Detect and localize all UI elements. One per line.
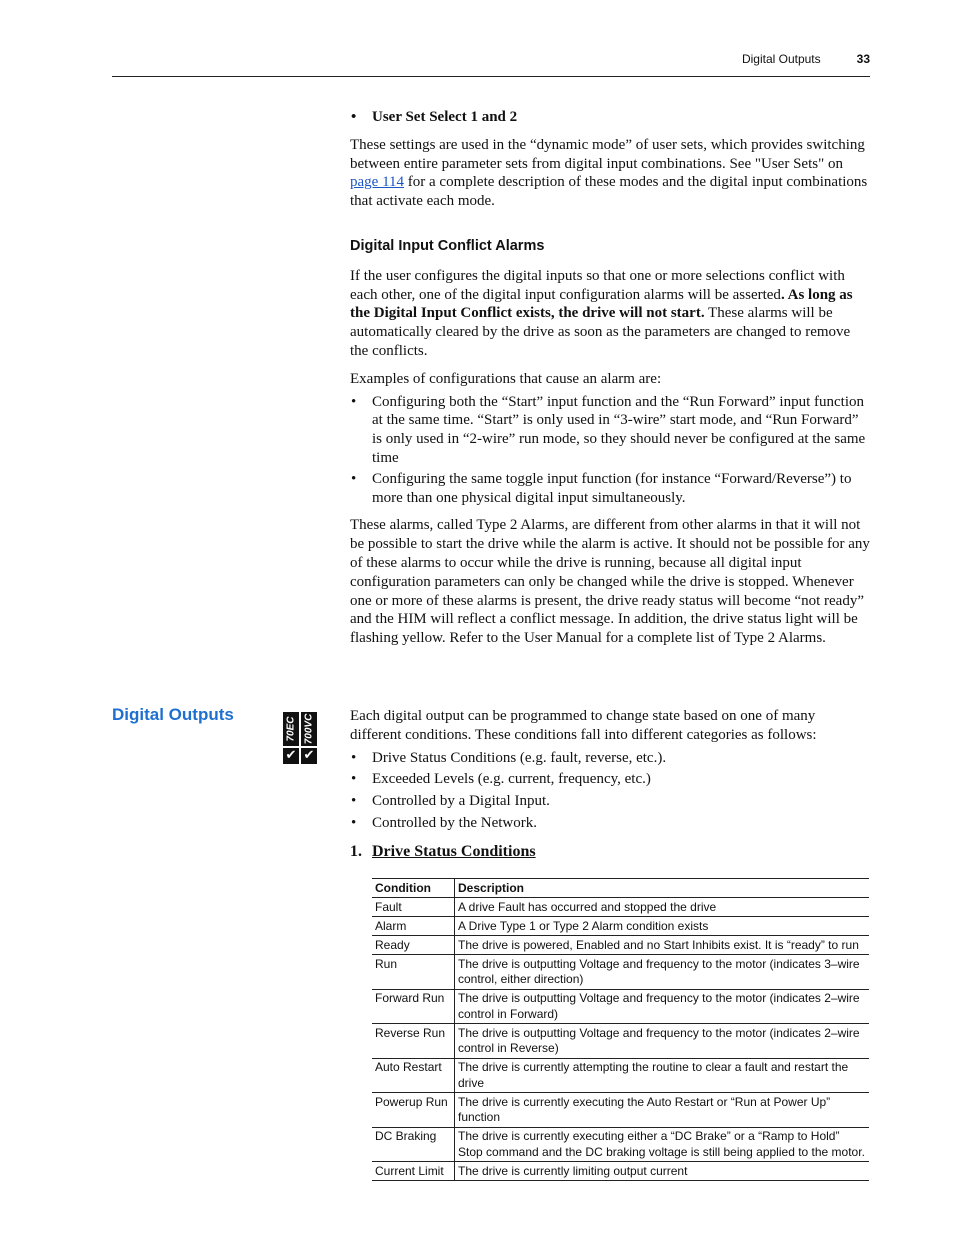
description-cell: The drive is outputting Voltage and frequency to the motor (indicates 3–wire control, either direction) bbox=[455, 955, 870, 990]
category-item: • Controlled by a Digital Input. bbox=[350, 792, 870, 811]
digital-outputs-heading: Digital Outputs bbox=[112, 705, 234, 724]
condition-cell: Powerup Run bbox=[372, 1093, 455, 1128]
badge-70ec-label: 70EC bbox=[285, 716, 297, 742]
condition-cell: Reverse Run bbox=[372, 1024, 455, 1059]
conflict-alarms-section bbox=[350, 237, 870, 648]
user-set-text-1: These settings are used in the “dynamic mode” of user sets, which provides switching between entire parameter sets from digital input combinations. See "User Sets" on bbox=[350, 136, 865, 172]
badge-70ec bbox=[283, 712, 299, 764]
table-row bbox=[372, 1162, 869, 1181]
conflict-text-bold: . As long as the Digital Input Conflict exists, the drive will not start. bbox=[350, 286, 853, 322]
description-cell: The drive is outputting Voltage and frequency to the motor (indicates 2–wire control in Reverse) bbox=[455, 1024, 870, 1059]
drive-status-section-title bbox=[350, 843, 870, 862]
running-header bbox=[742, 52, 870, 66]
description-cell: A Drive Type 1 or Type 2 Alarm condition exists bbox=[455, 917, 870, 936]
conflict-paragraph-2: These alarms, called Type 2 Alarms, are different from other alarms in that it will not be possible to start the drive while the alarm is active. It should not be possible for any of these alarms to occur while the drive is running, because all digital input configuration parameters can only be changed while the drive is stopped. Whenever one or more of these alarms is present, the drive ready status will become “not ready” and the HIM will reflect a conflict message. In addition, the drive status light will be flashing yellow. Refer to the User Manual for a complete list of Type 2 Alarms. bbox=[350, 517, 870, 647]
table-row bbox=[372, 898, 869, 917]
table-row bbox=[372, 955, 869, 990]
page-number: 33 bbox=[856, 52, 870, 66]
condition-cell: Auto Restart bbox=[372, 1058, 455, 1093]
description-cell: The drive is currently executing the Auto Restart or “Run at Power Up” function bbox=[455, 1093, 870, 1128]
example-item: • Configuring the same toggle input function (for instance “Forward/Reverse”) to more than one physical digital input simultaneously. bbox=[350, 470, 870, 508]
conflict-paragraph-1 bbox=[350, 267, 870, 361]
table-row bbox=[372, 989, 869, 1024]
condition-cell: Ready bbox=[372, 936, 455, 955]
description-cell: The drive is outputting Voltage and frequency to the motor (indicates 2–wire control in Forward) bbox=[455, 989, 870, 1024]
conflict-text-1b: These alarms will be automatically cleared by the drive as soon as the parameters are changed to remove the conflicts. bbox=[350, 305, 851, 359]
table-row bbox=[372, 1024, 869, 1059]
condition-cell: DC Braking bbox=[372, 1127, 455, 1162]
description-cell: The drive is currently executing either a “DC Brake” or a “Ramp to Hold” Stop command and the DC braking voltage is still being applied to the motor. bbox=[455, 1127, 870, 1162]
conflict-alarms-heading: Digital Input Conflict Alarms bbox=[350, 238, 545, 254]
product-badges bbox=[283, 712, 317, 764]
user-set-paragraph bbox=[350, 136, 870, 211]
checkmark-icon: ✔ bbox=[301, 748, 317, 764]
section-title-text: Drive Status Conditions bbox=[372, 842, 536, 860]
badge-700vc bbox=[301, 712, 317, 764]
badge-700vc-label: 700VC bbox=[303, 713, 315, 745]
user-set-text-2: for a complete description of these modes and the digital input combinations that activate each mode. bbox=[350, 174, 868, 210]
condition-cell: Fault bbox=[372, 898, 455, 917]
running-header-title: Digital Outputs bbox=[741, 52, 821, 66]
table-row bbox=[372, 917, 869, 936]
description-cell: The drive is currently attempting the routine to clear a fault and restart the drive bbox=[455, 1058, 870, 1093]
description-cell: The drive is powered, Enabled and no Start Inhibits exist. It is “ready” to run bbox=[455, 936, 870, 955]
digital-outputs-intro: Each digital output can be programmed to change state based on one of many different conditions. These conditions fall into different categories as follows: bbox=[350, 708, 817, 743]
section-number: 1. bbox=[350, 842, 362, 860]
condition-cell: Run bbox=[372, 955, 455, 990]
table-row bbox=[372, 936, 869, 955]
condition-cell: Current Limit bbox=[372, 1162, 455, 1181]
column-header-condition: Condition bbox=[372, 879, 455, 898]
column-header-description: Description bbox=[455, 879, 870, 898]
table-row bbox=[372, 1127, 869, 1162]
category-item: • Exceeded Levels (e.g. current, frequency, etc.) bbox=[350, 770, 870, 789]
condition-cell: Alarm bbox=[372, 917, 455, 936]
checkmark-icon: ✔ bbox=[283, 748, 299, 764]
examples-intro: Examples of configurations that cause an alarm are: bbox=[350, 370, 662, 387]
table-header-row bbox=[372, 879, 869, 898]
description-cell: The drive is currently limiting output current bbox=[455, 1162, 870, 1181]
user-set-block bbox=[350, 108, 870, 211]
example-item: • Configuring both the “Start” input function and the “Run Forward” input function at the same time. “Start” is only used in “3-wire” start mode, and “Run Forward” is only used in “2-wire” run mode, so they should never be configured at the same time bbox=[350, 393, 870, 468]
category-item: • Controlled by the Network. bbox=[350, 814, 870, 833]
conflict-text-1a: If the user configures the digital inputs so that one or more selections conflict with each other, one of the digital input configuration alarms will be asserted bbox=[350, 267, 845, 303]
header-rule bbox=[112, 76, 870, 77]
table-row bbox=[372, 1058, 869, 1093]
table-row bbox=[372, 1093, 869, 1128]
category-item: • Drive Status Conditions (e.g. fault, reverse, etc.). bbox=[350, 749, 870, 768]
condition-cell: Forward Run bbox=[372, 989, 455, 1024]
page-114-link[interactable]: page 114 bbox=[350, 174, 405, 191]
drive-status-table bbox=[372, 878, 869, 1181]
table-body bbox=[372, 898, 869, 1181]
digital-outputs-body bbox=[350, 707, 870, 862]
description-cell: A drive Fault has occurred and stopped the drive bbox=[455, 898, 870, 917]
user-set-bullet: • User Set Select 1 and 2 bbox=[350, 108, 870, 127]
